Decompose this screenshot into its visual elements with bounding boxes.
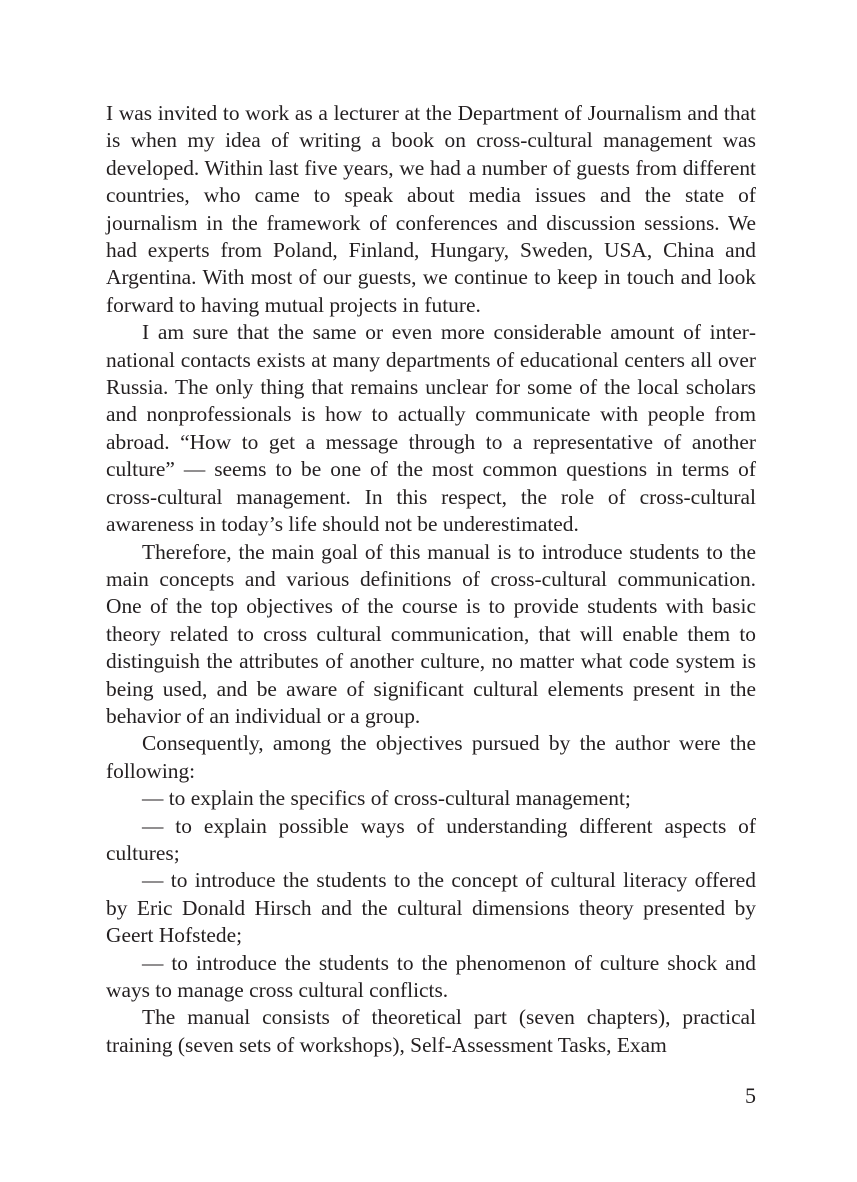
objective-item-4: — to introduce the students to the phenomenon of culture shock and ways to manage cross cultural conflicts. [106,950,756,1002]
paragraph-international-contacts: I am sure that the same or even more considerable amount of international contacts exists at many departments of educational centers all over Russia. The only thing that remains unclear for some of the local scholars and nonprofessionals is how to actually communicate with people from abroad. “How to get a message through to a representative of another culture” — seems to be one of the most common questions in terms of cross-cultural management. In this respect, the role of cross-cultural awareness in today’s life should not be underestimated. [106,320,756,537]
objective-item-2: — to explain possible ways of understanding different aspects of cultures; [106,813,756,865]
paragraph-objectives-intro: Consequently, among the objectives pursued by the author were the following: [106,731,756,783]
paragraph-main-goal: Therefore, the main goal of this manual is to introduce students to the main concepts and various definitions of cross-cultural communication. One of the top objectives of the course is to provide students with basic theory related to cross cultural communication, that will enable them to distinguish the attributes of another culture, no matter what code system is being used, and be aware of significant cultural elements present in the behavior of an individual or a group. [106,539,756,728]
page-body [106,100,756,1059]
objective-item-3: — to introduce the students to the concept of cultural literacy offered by Eric Donald Hirsch and the cultural dimensions theory presented by Geert Hofstede; [106,868,756,948]
objective-item-1: — to explain the specifics of cross-cultural management; [142,786,631,811]
paragraph-manual-structure: The manual consists of theoretical part (seven chapters), practical training (seven sets of workshops), Self-Assessment Tasks, Exam [106,1005,756,1057]
page-number: 5 [745,1083,756,1108]
paragraph-intro: I was invited to work as a lecturer at the Department of Journalism and that is when my idea of writing a book on cross-cultural management was developed. Within last five years, we had a number of guests from different countries, who came to speak about media issues and the state of journalism in the framework of conferences and discussion sessions. We had experts from Poland, Finland, Hungary, Sweden, USA, China and Argentina. With most of our guests, we continue to keep in touch and look forward to having mutual projects in future. [106,101,756,317]
